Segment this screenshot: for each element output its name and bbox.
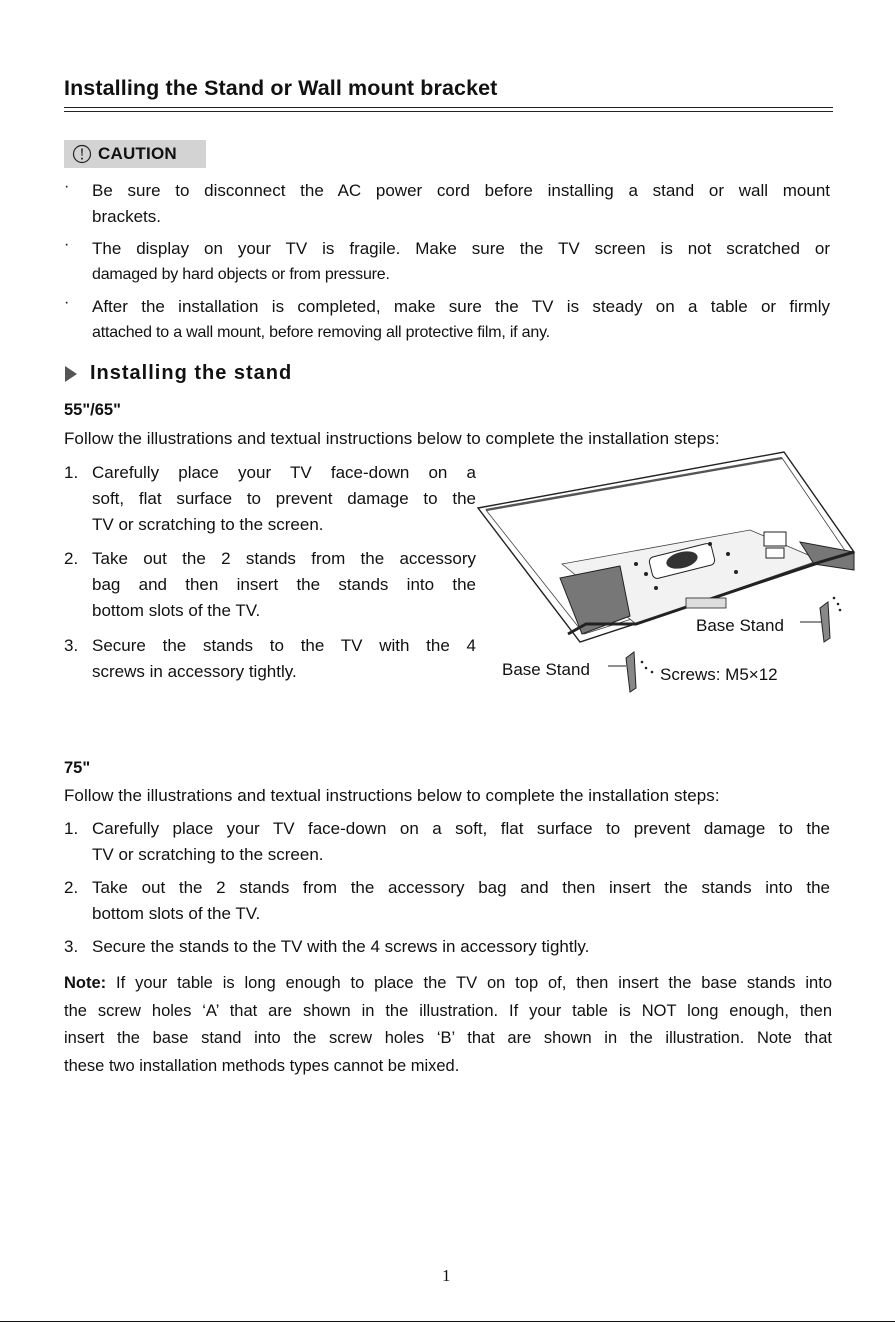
step-number: 3. xyxy=(64,636,79,655)
bullet-line: The display on your TV is fragile. Make sure the TV screen is not scratched or xyxy=(92,239,830,258)
title-rule-top xyxy=(64,107,833,108)
step-line: Secure the stands to the TV with the 4 screws in accessory tightly. xyxy=(92,937,590,956)
step-line: Take out the 2 stands from the accessory bag and then insert the stands into the xyxy=(92,878,830,897)
bullet-dot: · xyxy=(64,178,70,195)
note-line: insert the base stand into the screw holes ‘B’ that are shown in the illustration. Note that xyxy=(64,1029,832,1047)
step-number: 1. xyxy=(64,463,79,482)
bullet-line: brackets. xyxy=(92,207,161,226)
model-size-label: 55"/65" xyxy=(64,401,121,419)
step-line: TV or scratching to the screen. xyxy=(92,845,324,864)
step-number: 3. xyxy=(64,937,79,956)
step-line: bottom slots of the TV. xyxy=(92,601,261,620)
intro-text: Follow the illustrations and textual instructions below to complete the installation steps: xyxy=(64,429,720,448)
left-stand-part xyxy=(626,652,653,692)
bullet-line: Be sure to disconnect the AC power cord before installing a stand or wall mount xyxy=(92,181,830,200)
bullet-dot: · xyxy=(64,236,70,253)
bullet-line: attached to a wall mount, before removing all protective film, if any. xyxy=(92,324,550,341)
page-title: Installing the Stand or Wall mount bracket xyxy=(64,76,498,100)
caution-banner xyxy=(64,140,206,168)
screws-label: Screws: M5×12 xyxy=(660,665,778,684)
bullet-line: damaged by hard objects or from pressure. xyxy=(92,266,390,283)
base-stand-label-left: Base Stand xyxy=(502,660,590,679)
section-title: Installing the stand xyxy=(90,362,293,384)
step-line: TV or scratching to the screen. xyxy=(92,515,324,534)
step-line: bag and then insert the stands into the xyxy=(92,575,476,594)
step-line: soft, flat surface to prevent damage to the xyxy=(92,489,476,508)
step-line: Carefully place your TV face-down on a xyxy=(92,463,476,482)
step-number: 2. xyxy=(64,549,79,568)
play-triangle-icon xyxy=(64,364,78,384)
note-line: the screw holes ‘A’ that are shown in the illustration. If your table is NOT long enough, then xyxy=(64,1001,832,1020)
step-line: Take out the 2 stands from the accessory xyxy=(92,549,476,568)
note-line: these two installation methods types cannot be mixed. xyxy=(64,1056,460,1075)
bullet-dot: · xyxy=(64,294,70,311)
tv-stand-illustration xyxy=(470,448,870,698)
page-number: 1 xyxy=(442,1266,451,1285)
step-number: 1. xyxy=(64,819,79,838)
base-stand-label-right: Base Stand xyxy=(696,616,784,635)
note-text: If your table is long enough to place the TV on top of, then insert the base stands into xyxy=(106,974,832,992)
tv-back-drawing xyxy=(478,452,854,642)
exclamation-circle-icon xyxy=(72,144,92,164)
section-heading xyxy=(64,362,292,385)
note-paragraph xyxy=(64,970,832,1080)
bottom-rule xyxy=(0,1321,895,1322)
intro-text: Follow the illustrations and textual instructions below to complete the installation steps: xyxy=(64,786,720,805)
title-rule-bottom xyxy=(64,111,833,112)
step-number: 2. xyxy=(64,878,79,897)
note-line xyxy=(64,970,832,998)
note-lead: Note: xyxy=(64,974,107,992)
caution-label: CAUTION xyxy=(98,144,177,163)
step-line: bottom slots of the TV. xyxy=(92,904,261,923)
step-line: Secure the stands to the TV with the 4 xyxy=(92,636,476,655)
step-line: screws in accessory tightly. xyxy=(92,662,297,681)
right-stand-part xyxy=(820,597,841,642)
bullet-line: After the installation is completed, make sure the TV is steady on a table or firmly xyxy=(92,297,830,316)
step-line: Carefully place your TV face-down on a soft, flat surface to prevent damage to the xyxy=(92,819,830,838)
model-size-label: 75" xyxy=(64,759,91,777)
